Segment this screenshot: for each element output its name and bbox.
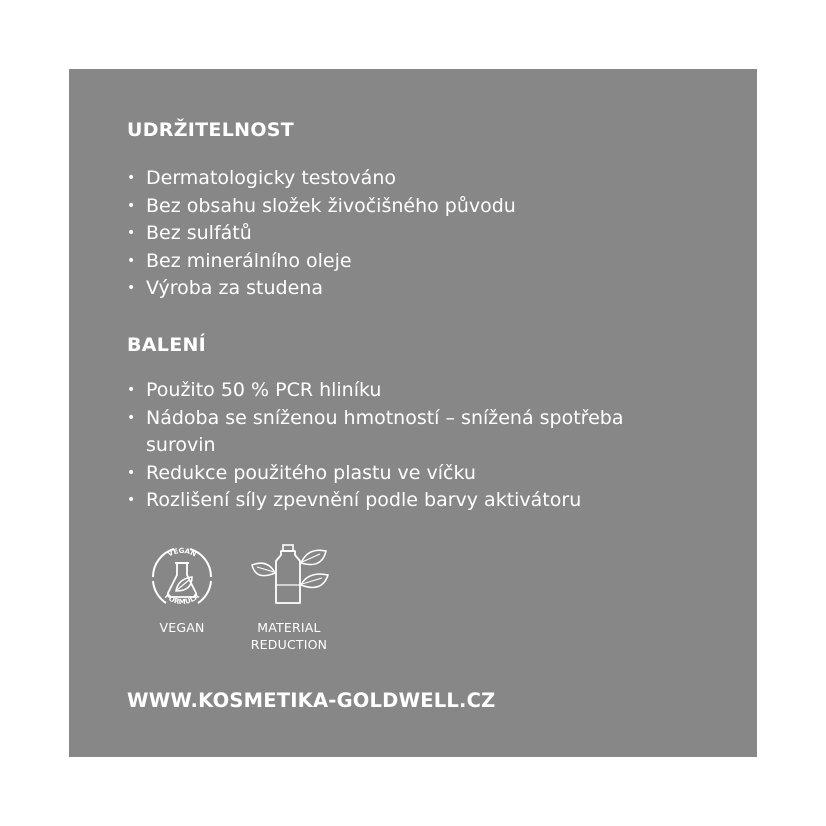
svg-text:FORMULA: FORMULA (163, 592, 201, 607)
list-item: • Použito 50 % PCR hliníku (127, 377, 687, 405)
list-item: • Bez obsahu složek živočišného původu (127, 193, 707, 221)
list-item: • Nádoba se sníženou hmotností – snížená spotřeba surovin (127, 405, 687, 460)
svg-text:VEGAN: VEGAN (166, 546, 198, 559)
material-reduction-icon (248, 541, 330, 613)
material-reduction-badge (237, 541, 341, 653)
list-item: • Rozlišení síly zpevnění podle barvy aktivátoru (127, 487, 687, 515)
list-item: • Bez minerálního oleje (127, 248, 707, 276)
vegan-label: VEGAN (159, 620, 205, 635)
list-item: • Výroba za studena (127, 275, 707, 303)
list-item: • Redukce použitého plastu ve víčku (127, 460, 687, 488)
material-reduction-label (237, 619, 341, 653)
sustainability-list (127, 165, 707, 303)
list-item: • Bez sulfátů (127, 220, 707, 248)
info-panel (69, 69, 757, 757)
vegan-badge (137, 541, 227, 636)
vegan-formula-icon (146, 541, 218, 613)
material-label-line1: MATERIAL (257, 620, 321, 635)
website-url: WWW.KOSMETIKA-GOLDWELL.CZ (127, 689, 496, 712)
packaging-list (127, 377, 687, 515)
packaging-heading: BALENÍ (127, 334, 207, 356)
material-label-line2: REDUCTION (250, 637, 328, 652)
list-item: • Dermatologicky testováno (127, 165, 707, 193)
sustainability-heading: UDRŽITELNOST (127, 119, 295, 141)
